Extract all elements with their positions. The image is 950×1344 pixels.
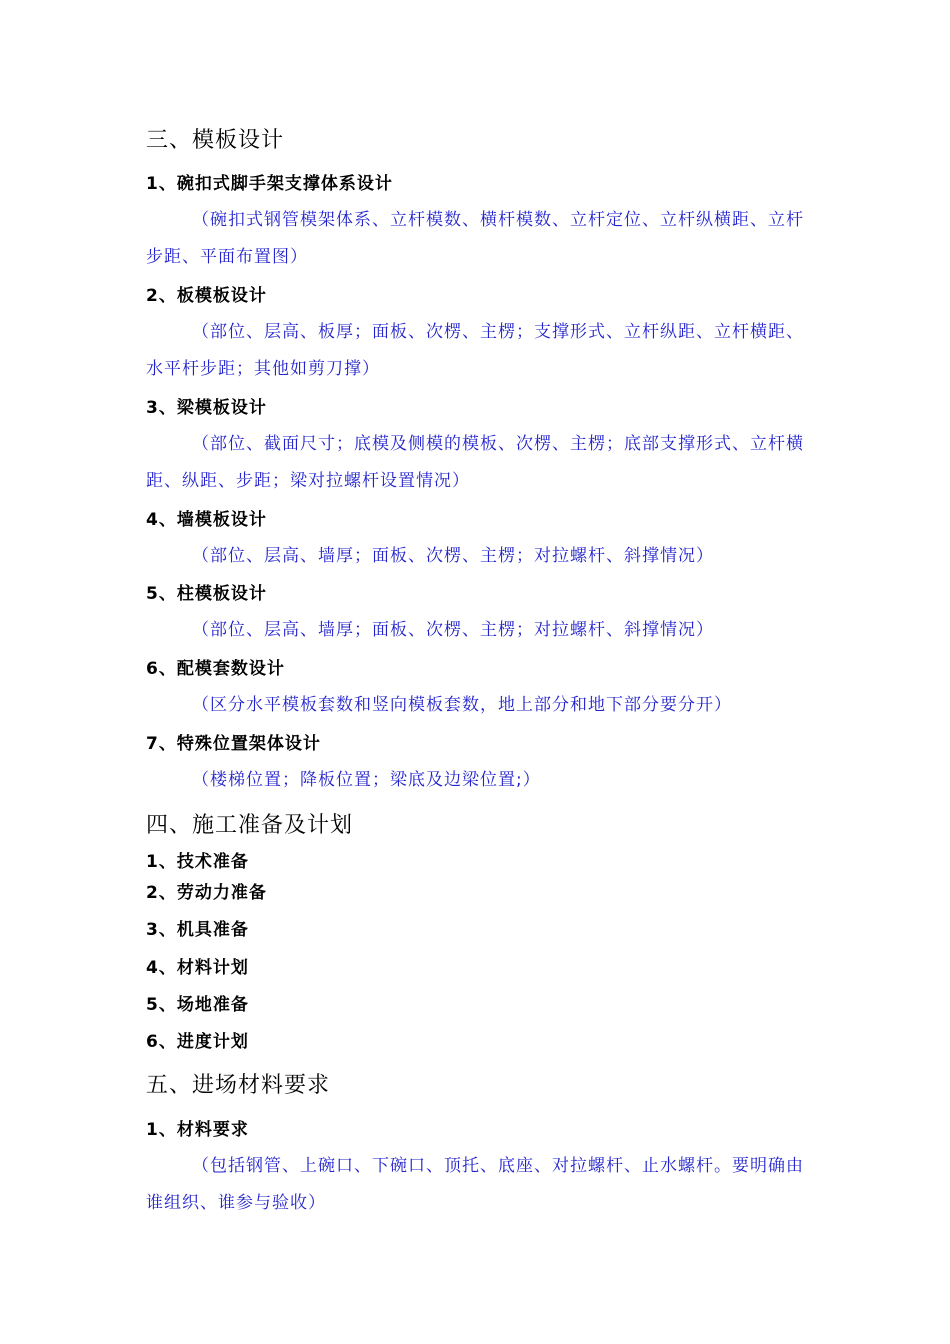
subheading-4-1: 1、技术准备 (146, 852, 249, 872)
subheading-3-6: 6、配模套数设计 (146, 659, 285, 679)
note-3-1: （碗扣式钢管模架体系、立杆模数、横杆模数、立杆定位、立杆纵横距、立杆步距、平面布置图） (146, 210, 804, 267)
subheading-4-2: 2、劳动力准备 (146, 883, 267, 903)
section-heading-4: 四、施工准备及计划 (146, 813, 354, 838)
note-3-2: （部位、层高、板厚；面板、次楞、主楞；支撑形式、立杆纵距、立杆横距、水平杆步距；其他如剪刀撑） (146, 322, 804, 379)
subheading-3-4: 4、墙模板设计 (146, 510, 267, 530)
note-3-3: （部位、截面尺寸；底模及侧模的模板、次楞、主楞；底部支撑形式、立杆横距、纵距、步距；梁对拉螺杆设置情况） (146, 434, 804, 491)
note-3-4: （部位、层高、墙厚；面板、次楞、主楞；对拉螺杆、斜撑情况） (192, 546, 714, 566)
subheading-3-5: 5、柱模板设计 (146, 584, 267, 604)
subheading-3-1: 1、碗扣式脚手架支撑体系设计 (146, 174, 393, 194)
subheading-4-6: 6、进度计划 (146, 1032, 249, 1052)
subheading-3-2: 2、板模板设计 (146, 286, 267, 306)
note-3-5: （部位、层高、墙厚；面板、次楞、主楞；对拉螺杆、斜撑情况） (192, 620, 714, 640)
subheading-4-4: 4、材料计划 (146, 958, 249, 978)
subheading-4-5: 5、场地准备 (146, 995, 249, 1015)
note-3-6: （区分水平模板套数和竖向模板套数，地上部分和地下部分要分开） (192, 695, 732, 715)
section-heading-3: 三、模板设计 (146, 128, 285, 153)
note-5-1: （包括钢管、上碗口、下碗口、顶托、底座、对拉螺杆、止水螺杆。要明确由谁组织、谁参与验收） (146, 1156, 804, 1213)
note-3-7: （楼梯位置；降板位置；梁底及边梁位置;） (192, 770, 541, 790)
subheading-4-3: 3、机具准备 (146, 920, 249, 940)
subheading-5-1: 1、材料要求 (146, 1120, 249, 1140)
section-heading-5: 五、进场材料要求 (146, 1073, 331, 1098)
subheading-3-3: 3、梁模板设计 (146, 398, 267, 418)
subheading-3-7: 7、特殊位置架体设计 (146, 734, 321, 754)
